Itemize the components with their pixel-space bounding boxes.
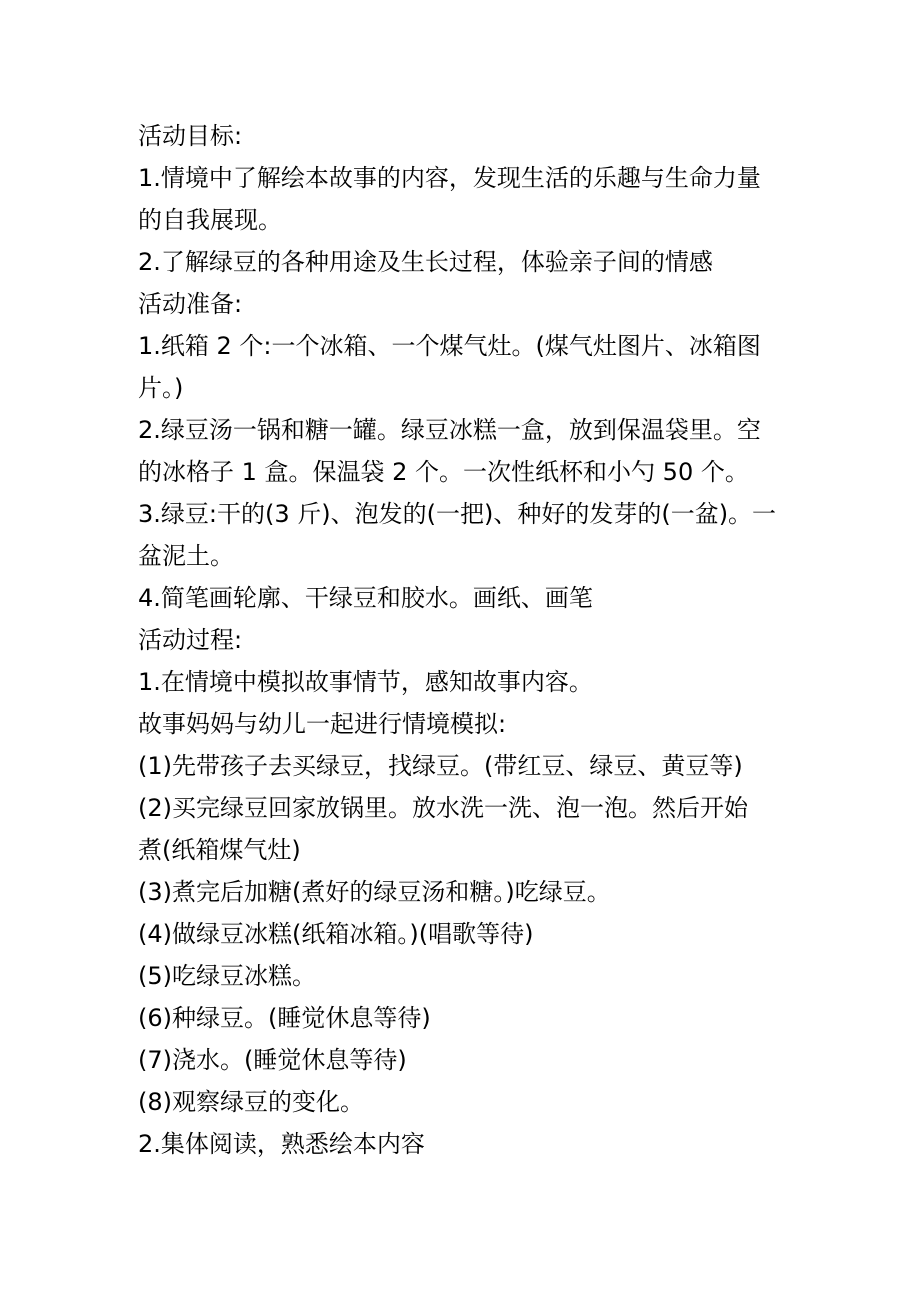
prep-item-3-cont: 盆泥土。 [138, 542, 234, 570]
section-heading-process: 活动过程: [138, 626, 243, 654]
process-substep-5: (5)吃绿豆冰糕。 [138, 962, 316, 990]
process-substep-3: (3)煮完后加糖(煮好的绿豆汤和糖。)吃绿豆。 [138, 878, 611, 906]
process-substep-1: (1)先带孩子去买绿豆，找绿豆。(带红豆、绿豆、黄豆等) [138, 752, 743, 780]
goal-item-1-cont: 的自我展现。 [138, 206, 282, 234]
prep-item-1: 1.纸箱 2 个:一个冰箱、一个煤气灶。(煤气灶图片、冰箱图 [138, 332, 761, 360]
process-substep-8: (8)观察绿豆的变化。 [138, 1088, 364, 1116]
section-heading-preparation: 活动准备: [138, 290, 243, 318]
process-substep-2: (2)买完绿豆回家放锅里。放水洗一洗、泡一泡。然后开始 [138, 794, 748, 822]
section-heading-goals: 活动目标: [138, 122, 243, 150]
process-substep-7: (7)浇水。(睡觉休息等待) [138, 1046, 407, 1074]
document-body [138, 115, 788, 1165]
process-substep-2-cont: 煮(纸箱煤气灶) [138, 836, 301, 864]
prep-item-1-cont: 片。) [138, 374, 184, 402]
goal-item-2: 2.了解绿豆的各种用途及生长过程，体验亲子间的情感 [138, 248, 713, 276]
process-step-2: 2.集体阅读，熟悉绘本内容 [138, 1130, 425, 1158]
process-substep-4: (4)做绿豆冰糕(纸箱冰箱。)(唱歌等待) [138, 920, 534, 948]
process-step-1: 1.在情境中模拟故事情节，感知故事内容。 [138, 668, 593, 696]
prep-item-2: 2.绿豆汤一锅和糖一罐。绿豆冰糕一盒，放到保温袋里。空 [138, 416, 761, 444]
prep-item-4: 4.简笔画轮廓、干绿豆和胶水。画纸、画笔 [138, 584, 593, 612]
process-substep-6: (6)种绿豆。(睡觉休息等待) [138, 1004, 431, 1032]
goal-item-1: 1.情境中了解绘本故事的内容，发现生活的乐趣与生命力量 [138, 164, 761, 192]
prep-item-3: 3.绿豆:干的(3 斤)、泡发的(一把)、种好的发芽的(一盆)。一 [138, 500, 777, 528]
prep-item-2-cont: 的冰格子 1 盒。保温袋 2 个。一次性纸杯和小勺 50 个。 [138, 458, 749, 486]
process-intro: 故事妈妈与幼儿一起进行情境模拟: [138, 710, 507, 738]
